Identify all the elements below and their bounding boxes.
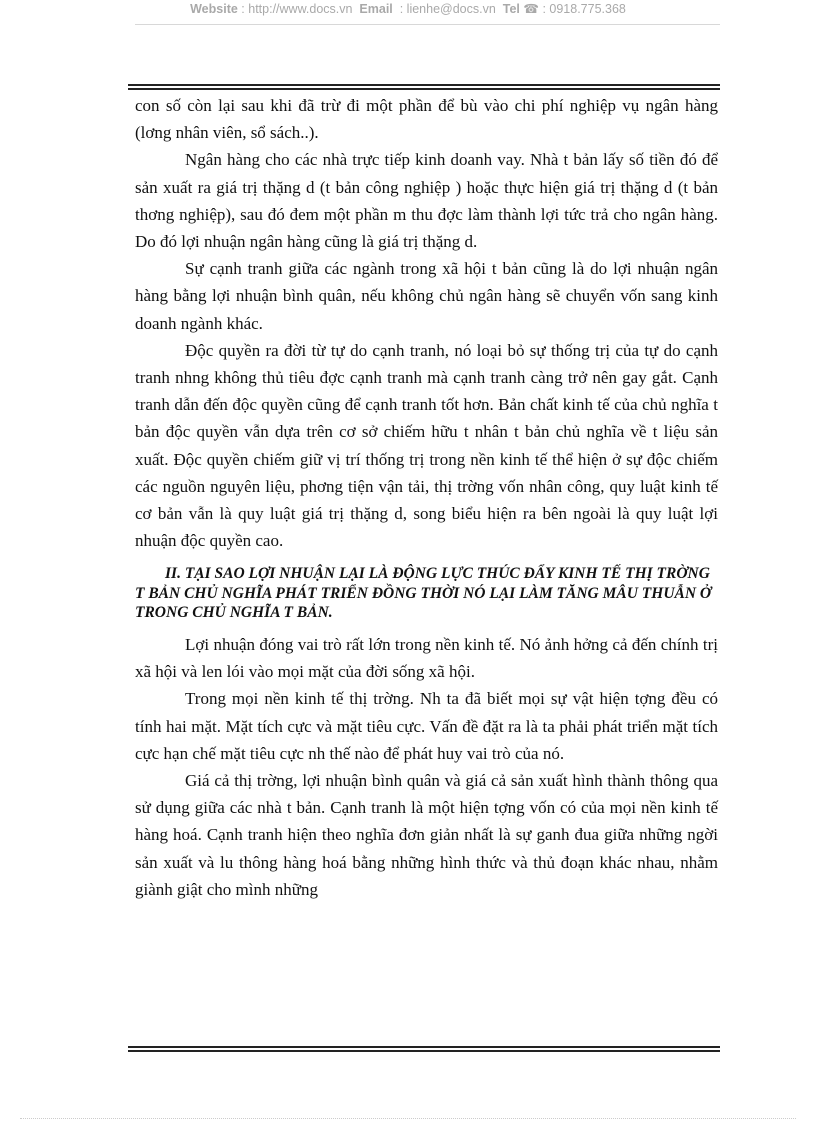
footer-dotted-line (20, 1118, 796, 1119)
paragraph-4: Độc quyền ra đời từ tự do cạnh tranh, nó loại bỏ sự thống trị của tự do cạnh tranh nhng không thủ tiêu đợc cạnh tranh mà cạnh tranh càng trở nên gay gắt. Cạnh tranh dẫn đến độc quyền cũng để cạnh tranh tốt hơn. Bản chất kinh tế của chủ nghĩa t bản độc quyền vẫn dựa trên cơ sở chiếm hữu t nhân t bản chủ nghĩa về t liệu sản xuất. Độc quyền chiếm giữ vị trí thống trị trong nền kinh tế thể hiện ở sự độc chiếm các nguồn nguyên liệu, phơng tiện vận tải, thị trờng vốn nhân công, quy luật kinh tế cơ bản vẫn là quy luật giá trị thặng d, song biểu hiện ra bên ngoài là quy luật lợi nhuận độc quyền cao. (135, 340, 718, 551)
website-label: Website (190, 2, 238, 16)
tel-label: Tel (502, 2, 520, 16)
paragraph-6: Trong mọi nền kinh tế thị trờng. Nh ta đã biết mọi sự vật hiện tợng đều có tính hai mặt. Mặt tích cực và mặt tiêu cực. Vấn đề đặt ra là ta phải phát triển mặt tích cực hạn chế mặt tiêu cực nh thế nào để phát huy vai trò của nó. (135, 689, 718, 763)
document-body (135, 92, 718, 903)
email-address[interactable]: : lienhe@docs.vn (399, 2, 496, 16)
bottom-double-rule (128, 1046, 720, 1052)
paragraph-7: Giá cả thị trờng, lợi nhuận bình quân và giá cả sản xuất hình thành thông qua sử dụng giữa các nhà t bản. Cạnh tranh là một hiện tợng vốn có của mọi nền kinh tế hàng hoá. Cạnh tranh hiện theo nghĩa đơn giản nhất là sự ganh đua giữa những ngời sản xuất và lu thông hàng hoá bằng những hình thức và thủ đoạn khác nhau, nhằm giành giật cho mình những (135, 770, 718, 899)
website-url[interactable]: : http://www.docs.vn (241, 2, 353, 16)
page-header (0, 0, 816, 18)
header-divider (135, 24, 720, 25)
paragraph-2: Ngân hàng cho các nhà trực tiếp kinh doanh vay. Nhà t bản lấy số tiền đó để sản xuất ra giá trị thặng d (t bản công nghiệp ) hoặc thực hiện giá trị thặng d (t bản thơng nghiệp), sau đó đem một phần m thu đợc làm thành lợi tức trả cho ngân hàng. Do đó lợi nhuận ngân hàng cũng là giá trị thặng d. (135, 150, 718, 252)
email-label: Email (359, 2, 393, 16)
phone-icon: ☎ (523, 2, 539, 16)
top-double-rule (128, 84, 720, 90)
tel-number: : 0918.775.368 (542, 2, 626, 16)
paragraph-3: Sự cạnh tranh giữa các ngành trong xã hội t bản cũng là do lợi nhuận ngân hàng bằng lợi nhuận bình quân, nếu không chủ ngân hàng sẽ chuyển vốn sang kinh doanh ngành khác. (135, 259, 718, 333)
paragraph-1: con số còn lại sau khi đã trừ đi một phần để bù vào chi phí nghiệp vụ ngân hàng (lơng nhân viên, sổ sách..). (135, 96, 718, 143)
section-heading: II. TẠI SAO LỢI NHUẬN LẠI LÀ ĐỘNG LỰC THÚC ĐẨY KINH TẾ THỊ TRỜNG T BẢN CHỦ NGHĨA PHÁT TRIỂN ĐỒNG THỜI NÓ LẠI LÀM TĂNG MÂU THUẪN Ở TRONG CHỦ NGHĨA T BẢN. (135, 565, 712, 622)
paragraph-5: Lợi nhuận đóng vai trò rất lớn trong nền kinh tế. Nó ảnh hởng cả đến chính trị xã hội và len lói vào mọi mặt của đời sống xã hội. (135, 634, 718, 682)
